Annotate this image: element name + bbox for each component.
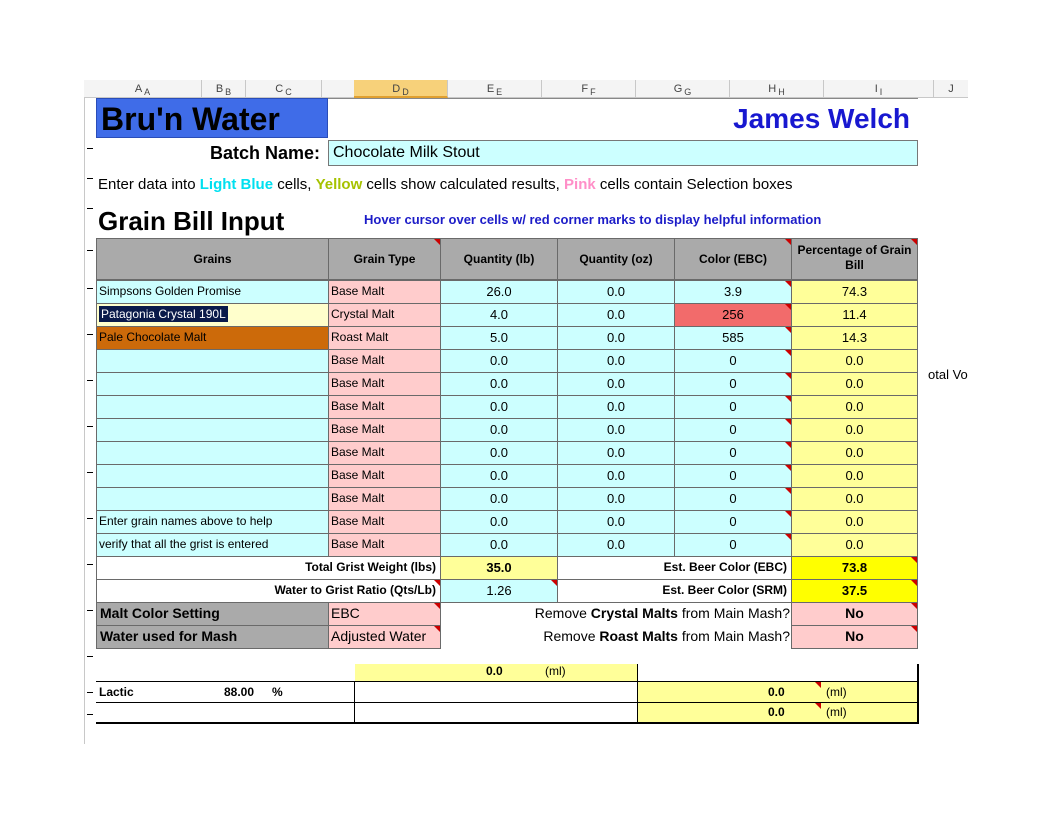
quantity-lb-cell[interactable]: 0.0 bbox=[440, 464, 558, 488]
quantity-oz-cell[interactable]: 0.0 bbox=[557, 418, 675, 442]
grain-name-cell[interactable]: Pale Chocolate Malt bbox=[96, 326, 329, 350]
percentage-cell: 0.0 bbox=[791, 510, 918, 534]
acid-volume-cell bbox=[638, 682, 917, 702]
quantity-lb-cell[interactable]: 0.0 bbox=[440, 349, 558, 373]
color-ebc-cell[interactable]: 585 bbox=[674, 326, 792, 350]
divider bbox=[917, 664, 919, 724]
total-grist-label: Total Grist Weight (lbs) bbox=[96, 556, 441, 580]
percentage-cell: 0.0 bbox=[791, 418, 918, 442]
column-header-i[interactable]: I $_I$ bbox=[824, 80, 934, 98]
color-ebc-cell[interactable]: 0 bbox=[674, 464, 792, 488]
grain-bill-title: Grain Bill Input bbox=[98, 206, 285, 236]
acid-volume-value-2: 0.0 bbox=[768, 705, 785, 719]
water-grist-ratio-input[interactable]: 1.26 bbox=[440, 579, 558, 603]
column-header-b[interactable]: B $_B$ bbox=[202, 80, 246, 98]
acid-volume-unit-2: (ml) bbox=[826, 705, 847, 719]
grain-type-cell[interactable]: Base Malt bbox=[328, 441, 441, 465]
quantity-oz-cell[interactable]: 0.0 bbox=[557, 326, 675, 350]
percentage-cell: 0.0 bbox=[791, 533, 918, 557]
grain-type-cell[interactable]: Base Malt bbox=[328, 487, 441, 511]
quantity-oz-cell[interactable]: 0.0 bbox=[557, 441, 675, 465]
header-quantity-oz[interactable]: Quantity (oz) bbox=[557, 238, 675, 280]
header-color-ebc[interactable]: Color (EBC) bbox=[674, 238, 792, 280]
acid-strength-unit: % bbox=[272, 685, 283, 699]
grain-type-cell[interactable]: Base Malt bbox=[328, 395, 441, 419]
percentage-cell: 74.3 bbox=[791, 280, 918, 304]
header-grain-type[interactable]: Grain Type bbox=[328, 238, 441, 280]
app-title: Bru'n Water bbox=[96, 98, 328, 138]
color-ebc-cell[interactable]: 0 bbox=[674, 395, 792, 419]
acid-volume-value: 0.0 bbox=[768, 685, 785, 699]
row-margin bbox=[84, 98, 96, 744]
divider bbox=[354, 682, 355, 723]
color-ebc-cell[interactable]: 0 bbox=[674, 533, 792, 557]
water-used-label: Water used for Mash bbox=[96, 625, 329, 649]
quantity-lb-cell[interactable]: 0.0 bbox=[440, 533, 558, 557]
acid-strength: 88.00 bbox=[224, 685, 255, 699]
quantity-oz-cell[interactable]: 0.0 bbox=[557, 533, 675, 557]
total-grist-value: 35.0 bbox=[440, 556, 558, 580]
grain-name-cell[interactable] bbox=[96, 441, 329, 465]
grain-name-cell[interactable] bbox=[96, 418, 329, 442]
column-header-f[interactable]: F $_F$ bbox=[542, 80, 636, 98]
batch-name-label: Batch Name: bbox=[209, 143, 320, 163]
grain-name-cell[interactable]: Enter grain names above to help bbox=[96, 510, 329, 534]
partial-unit: (ml) bbox=[545, 664, 566, 678]
acid-volume-cell-2 bbox=[638, 703, 917, 722]
author-name: James Welch bbox=[328, 98, 918, 138]
quantity-lb-cell[interactable]: 0.0 bbox=[440, 441, 558, 465]
percentage-cell: 0.0 bbox=[791, 441, 918, 465]
est-color-ebc-value: 73.8 bbox=[791, 556, 918, 580]
column-header-e[interactable]: E $_E$ bbox=[448, 80, 542, 98]
remove-crystal-question: Remove Crystal Malts from Main Mash? bbox=[534, 605, 790, 621]
column-header-j[interactable]: J bbox=[948, 83, 954, 95]
quantity-lb-cell[interactable]: 0.0 bbox=[440, 510, 558, 534]
batch-name-input[interactable]: Chocolate Milk Stout bbox=[328, 140, 918, 166]
quantity-lb-cell[interactable]: 5.0 bbox=[440, 326, 558, 350]
grain-name-cell[interactable] bbox=[96, 487, 329, 511]
quantity-oz-cell[interactable]: 0.0 bbox=[557, 372, 675, 396]
water-grist-ratio-label: Water to Grist Ratio (Qts/Lb) bbox=[96, 579, 441, 603]
header-percentage[interactable]: Percentage of Grain Bill bbox=[791, 238, 918, 280]
quantity-lb-cell[interactable]: 26.0 bbox=[440, 280, 558, 304]
acid-volume-unit: (ml) bbox=[826, 685, 847, 699]
percentage-cell: 0.0 bbox=[791, 464, 918, 488]
quantity-lb-cell[interactable]: 0.0 bbox=[440, 395, 558, 419]
color-ebc-cell[interactable]: 0 bbox=[674, 372, 792, 396]
grain-name-cell[interactable] bbox=[96, 464, 329, 488]
malt-color-setting-select[interactable]: EBC bbox=[328, 602, 441, 626]
quantity-lb-cell[interactable]: 0.0 bbox=[440, 487, 558, 511]
color-ebc-cell[interactable]: 0 bbox=[674, 418, 792, 442]
divider bbox=[96, 722, 918, 724]
percentage-cell: 11.4 bbox=[791, 303, 918, 327]
acid-name: Lactic bbox=[99, 685, 134, 699]
header-quantity-lb[interactable]: Quantity (lb) bbox=[440, 238, 558, 280]
quantity-oz-cell[interactable]: 0.0 bbox=[557, 395, 675, 419]
color-ebc-cell[interactable]: 256 bbox=[674, 303, 792, 327]
grain-name-cell[interactable]: verify that all the grist is entered bbox=[96, 533, 329, 557]
grain-type-cell[interactable]: Base Malt bbox=[328, 349, 441, 373]
grain-name-cell[interactable]: Simpsons Golden Promise bbox=[96, 280, 329, 304]
est-color-srm-value: 37.5 bbox=[791, 579, 918, 603]
partial-value: 0.0 bbox=[486, 664, 503, 678]
instructions: Enter data into Light Blue cells, Yellow cells show calculated results, Pink cells contain Selection boxes bbox=[98, 176, 793, 193]
column-header-d[interactable]: D $_D$ bbox=[354, 80, 448, 98]
color-ebc-cell[interactable]: 0 bbox=[674, 510, 792, 534]
quantity-oz-cell[interactable]: 0.0 bbox=[557, 349, 675, 373]
grain-type-cell[interactable]: Roast Malt bbox=[328, 326, 441, 350]
est-color-ebc-label: Est. Beer Color (EBC) bbox=[557, 556, 792, 580]
grain-name-cell[interactable] bbox=[96, 395, 329, 419]
remove-crystal-select[interactable]: No bbox=[791, 602, 918, 626]
quantity-oz-cell[interactable]: 0.0 bbox=[557, 280, 675, 304]
grain-type-cell[interactable]: Base Malt bbox=[328, 533, 441, 557]
remove-roast-select[interactable]: No bbox=[791, 625, 918, 649]
header-grains[interactable]: Grains bbox=[96, 238, 329, 280]
grain-type-cell[interactable]: Base Malt bbox=[328, 510, 441, 534]
quantity-oz-cell[interactable]: 0.0 bbox=[557, 464, 675, 488]
column-header-c[interactable]: C $_C$ bbox=[246, 80, 322, 98]
color-ebc-cell[interactable]: 0 bbox=[674, 349, 792, 373]
quantity-oz-cell[interactable]: 0.0 bbox=[557, 487, 675, 511]
quantity-oz-cell[interactable]: 0.0 bbox=[557, 510, 675, 534]
column-header-h[interactable]: H $_H$ bbox=[730, 80, 824, 98]
offscreen-label: otal Vo bbox=[928, 367, 968, 382]
percentage-cell: 0.0 bbox=[791, 349, 918, 373]
est-color-srm-label: Est. Beer Color (SRM) bbox=[557, 579, 792, 603]
grain-type-cell[interactable]: Base Malt bbox=[328, 464, 441, 488]
grain-name-cell-selected[interactable]: Patagonia Crystal 190L bbox=[96, 303, 329, 327]
percentage-cell: 0.0 bbox=[791, 372, 918, 396]
water-used-select[interactable]: Adjusted Water bbox=[328, 625, 441, 649]
column-header-bar bbox=[84, 80, 968, 98]
grain-name-cell[interactable] bbox=[96, 349, 329, 373]
percentage-cell: 0.0 bbox=[791, 487, 918, 511]
remove-roast-question: Remove Roast Malts from Main Mash? bbox=[543, 628, 790, 644]
quantity-lb-cell[interactable]: 4.0 bbox=[440, 303, 558, 327]
color-ebc-cell[interactable]: 0 bbox=[674, 487, 792, 511]
column-header-g[interactable]: G $_G$ bbox=[636, 80, 730, 98]
grain-type-cell[interactable]: Base Malt bbox=[328, 280, 441, 304]
quantity-oz-cell[interactable]: 0.0 bbox=[557, 303, 675, 327]
hover-note: Hover cursor over cells w/ red corner marks to display helpful information bbox=[364, 212, 822, 227]
grain-type-cell[interactable]: Crystal Malt bbox=[328, 303, 441, 327]
percentage-cell: 0.0 bbox=[791, 395, 918, 419]
column-header-a[interactable]: A $_A$ bbox=[84, 80, 202, 98]
grain-type-cell[interactable]: Base Malt bbox=[328, 372, 441, 396]
divider bbox=[637, 664, 638, 682]
percentage-cell: 14.3 bbox=[791, 326, 918, 350]
color-ebc-cell[interactable]: 0 bbox=[674, 441, 792, 465]
color-ebc-cell[interactable]: 3.9 bbox=[674, 280, 792, 304]
grain-type-cell[interactable]: Base Malt bbox=[328, 418, 441, 442]
malt-color-setting-label: Malt Color Setting bbox=[96, 602, 329, 626]
quantity-lb-cell[interactable]: 0.0 bbox=[440, 418, 558, 442]
grain-name-cell[interactable] bbox=[96, 372, 329, 396]
quantity-lb-cell[interactable]: 0.0 bbox=[440, 372, 558, 396]
